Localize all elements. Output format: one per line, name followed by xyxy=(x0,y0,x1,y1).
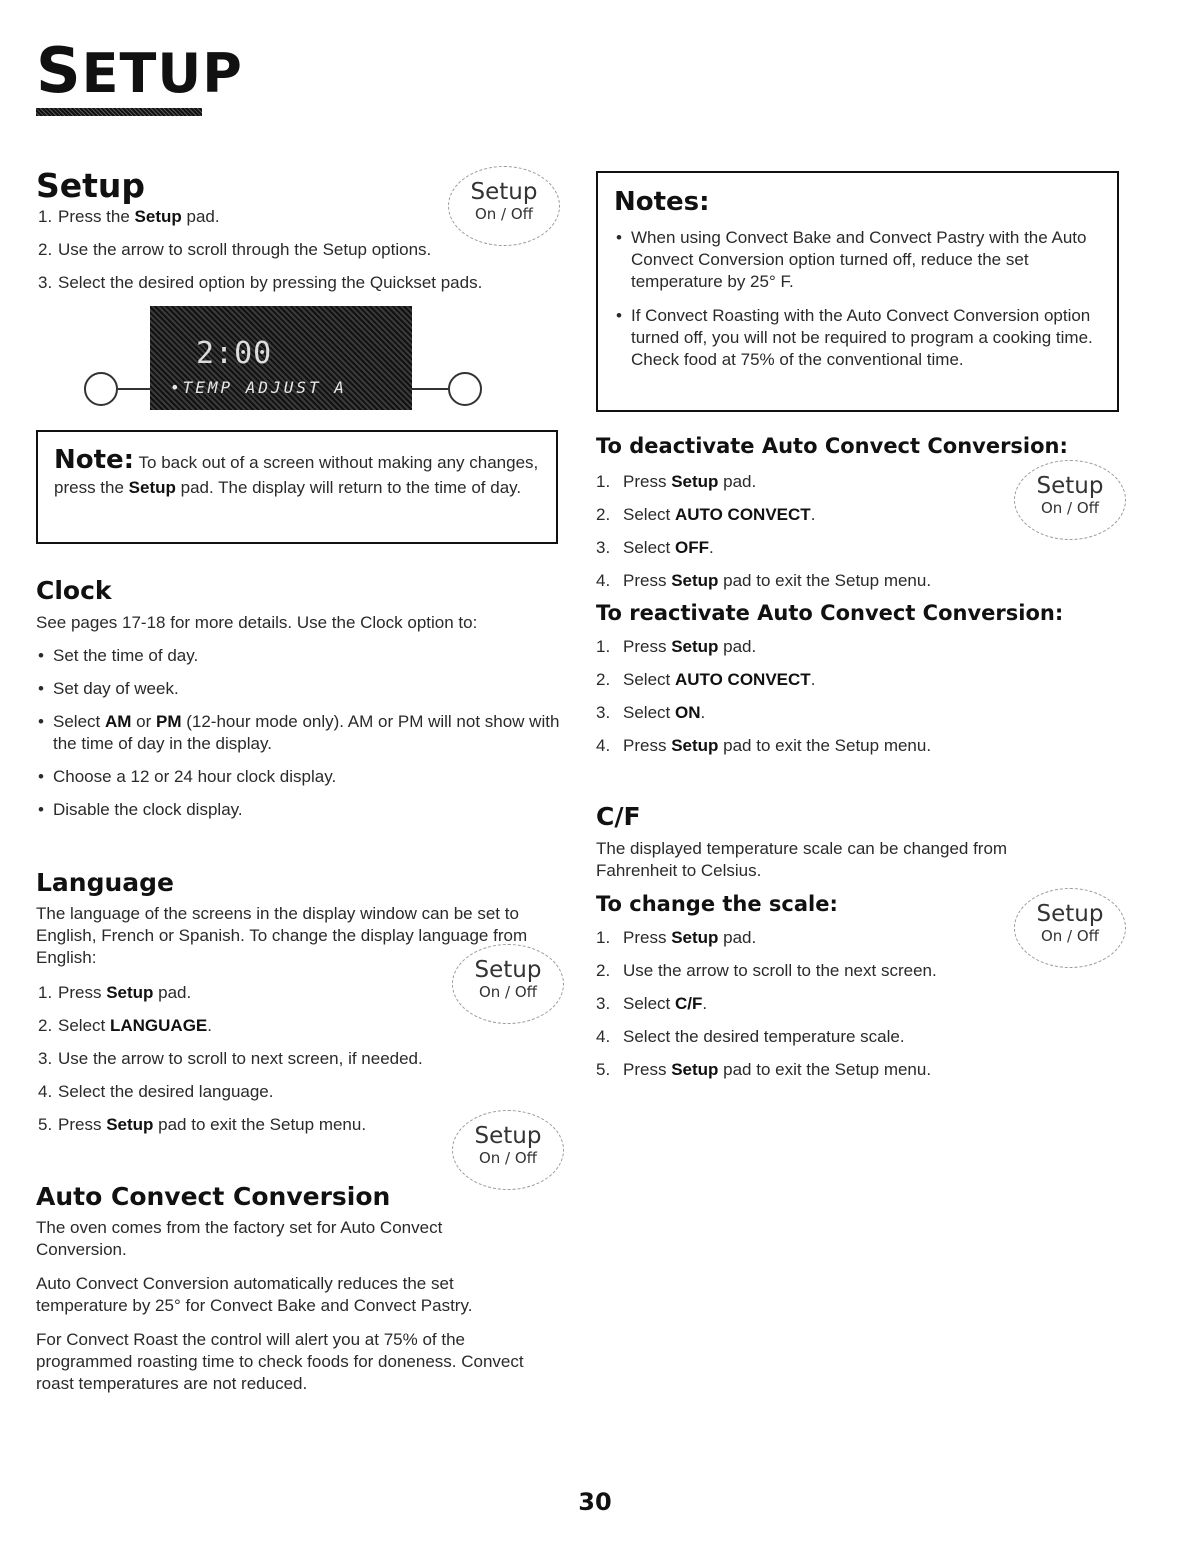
list-item: • When using Convect Bake and Convect Pastry with the Auto Convect Conversion option turned off, reduce the set temperature by 25° F. xyxy=(616,228,1087,291)
list-item: 3. Select the desired option by pressing the Quickset pads. xyxy=(38,273,483,292)
right-knob-icon xyxy=(448,372,482,406)
list-item: • Set day of week. xyxy=(38,679,179,698)
list-item: 4. Select the desired temperature scale. xyxy=(596,1027,905,1046)
language-heading: Language xyxy=(36,868,175,897)
notes-heading: Notes: xyxy=(614,187,710,217)
deactivate-steps xyxy=(596,471,1016,592)
setup-heading: Setup xyxy=(36,166,146,205)
notes-bullets xyxy=(614,227,1105,371)
setup-pad-icon: Setup On / Off xyxy=(1014,888,1126,968)
list-item: 3. Select ON. xyxy=(596,703,706,722)
connector-line xyxy=(118,388,152,390)
list-item: 1. Press Setup pad. xyxy=(38,983,192,1002)
notes-box xyxy=(596,171,1119,412)
list-item: 2. Select AUTO CONVECT. xyxy=(596,670,816,689)
cf-intro: The displayed temperature scale can be changed from Fahrenheit to Celsius. xyxy=(596,839,1008,880)
title-underline xyxy=(36,108,202,116)
list-item: 3. Select C/F. xyxy=(596,994,708,1013)
acc-paragraph-2: Auto Convect Conversion automatically reduces the set temperature by 25° for Convect Bake and Convect Pastry. xyxy=(36,1274,473,1315)
language-intro: The language of the screens in the display window can be set to English, French or Spanish. To change the display language from English: xyxy=(36,904,528,967)
page-number: 30 xyxy=(578,1488,612,1516)
list-item: • Set the time of day. xyxy=(38,646,199,665)
list-item: 4. Press Setup pad to exit the Setup menu. xyxy=(596,571,932,590)
list-item: 3. Use the arrow to scroll to next screen, if needed. xyxy=(38,1049,423,1068)
acc-paragraph-3: For Convect Roast the control will alert you at 75% of the programmed roasting time to check foods for doneness. Convect roast temperatures are not reduced. xyxy=(36,1330,524,1393)
setup-pad-icon: Setup On / Off xyxy=(1014,460,1126,540)
list-item: 3. Select OFF. xyxy=(596,538,714,557)
list-item: • Select AM or PM (12-hour mode only). AM or PM will not show with the time of day in the display. xyxy=(38,712,560,753)
deactivate-heading: To deactivate Auto Convect Conversion: xyxy=(596,434,1068,458)
list-item: • Choose a 12 or 24 hour clock display. xyxy=(38,767,337,786)
list-item: 4. Select the desired language. xyxy=(38,1082,274,1101)
left-knob-icon xyxy=(84,372,118,406)
list-item: 1. Press Setup pad. xyxy=(596,928,757,947)
cf-subheading: To change the scale: xyxy=(596,892,838,916)
list-item: 5. Press Setup pad to exit the Setup menu. xyxy=(596,1060,932,1079)
page-title: SETUP xyxy=(36,34,243,107)
acc-paragraph-1: The oven comes from the factory set for Auto Convect Conversion. xyxy=(36,1218,443,1259)
list-item: 2. Use the arrow to scroll through the Setup options. xyxy=(38,240,432,259)
list-item: 2. Use the arrow to scroll to the next screen. xyxy=(596,961,937,980)
list-item: 1. Press Setup pad. xyxy=(596,637,757,656)
clock-heading: Clock xyxy=(36,576,112,605)
clock-intro: See pages 17-18 for more details. Use the Clock option to: xyxy=(36,613,478,632)
connector-line xyxy=(412,388,448,390)
note-box xyxy=(36,430,558,544)
clock-bullets xyxy=(36,645,566,821)
list-item: 2. Select AUTO CONVECT. xyxy=(596,505,816,524)
cf-steps xyxy=(596,927,1016,1081)
setup-pad-icon: Setup On / Off xyxy=(452,944,564,1024)
list-item: 2. Select LANGUAGE. xyxy=(38,1016,212,1035)
reactivate-steps xyxy=(596,636,1016,757)
acc-heading: Auto Convect Conversion xyxy=(36,1182,391,1211)
list-item: • If Convect Roasting with the Auto Convect Conversion option turned off, you will not be required to program a cooking time. Check food at 75% of the conventional time. xyxy=(616,306,1093,369)
list-item: 1. Press Setup pad. xyxy=(596,472,757,491)
setup-pad-icon: Setup On / Off xyxy=(452,1110,564,1190)
cf-heading: C/F xyxy=(596,802,641,831)
list-item: • Disable the clock display. xyxy=(38,800,243,819)
list-item: 1. Press the Setup pad. xyxy=(38,207,220,226)
display-time: 2:00 xyxy=(196,336,273,371)
setup-pad-icon: Setup On / Off xyxy=(448,166,560,246)
list-item: 4. Press Setup pad to exit the Setup menu. xyxy=(596,736,932,755)
display-message: •TEMP ADJUST A xyxy=(170,378,347,397)
reactivate-heading: To reactivate Auto Convect Conversion: xyxy=(596,601,1064,625)
note-text: Note: To back out of a screen without making any changes, press the Setup pad. The display will return to the time of day. xyxy=(54,445,539,497)
list-item: 5. Press Setup pad to exit the Setup menu. xyxy=(38,1115,367,1134)
